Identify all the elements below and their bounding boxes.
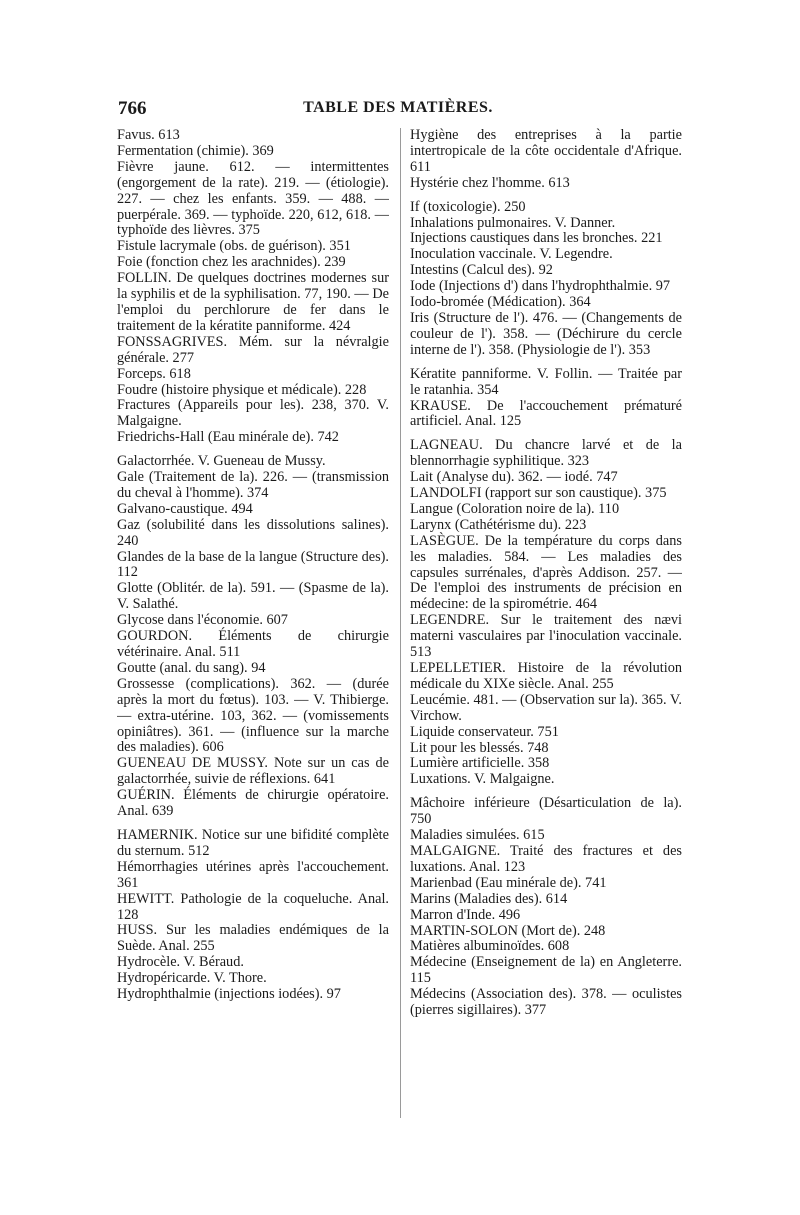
index-entry: Marienbad (Eau minérale de). 741 (410, 874, 607, 891)
page-header (118, 98, 678, 124)
index-entry: KRAUSE. De l'accouchement prématuré artificiel. Anal. 125 (410, 397, 682, 430)
index-entry: Favus. 613 (117, 128, 180, 143)
index-entry: Grossesse (complications). 362. — (durée après la mort du fœtus). 103. — V. Thibierge. — extra-utérine. 103, 362. — (vomissements opiniâtres). 361. — (influence sur la marche des maladies). 606 (117, 675, 389, 756)
index-entry: Foudre (histoire physique et médicale). 228 (117, 381, 367, 398)
index-entry: Galvano-caustique. 494 (117, 500, 253, 517)
index-entry: GOURDON. Éléments de chirurgie vétérinaire. Anal. 511 (117, 628, 389, 660)
index-entry: Galactorrhée. V. Gueneau de Mussy. (117, 453, 326, 470)
index-entry: Hémorrhagies utérines après l'accouchement. 361 (117, 858, 389, 891)
index-entry: Kératite panniforme. V. Follin. — Traitée par le ratanhia. 354 (410, 365, 682, 398)
index-entry: Foie (fonction chez les arachnides). 239 (117, 254, 346, 271)
running-head: TABLE DES MATIÈRES. (303, 99, 493, 116)
index-entry: Inhalations pulmonaires. V. Danner. (410, 214, 616, 231)
index-entry: Hydrophthalmie (injections iodées). 97 (117, 986, 341, 1003)
index-entry: Gale (Traitement de la). 226. — (transmission du cheval à l'homme). 374 (117, 469, 389, 501)
index-entry: Forceps. 618 (117, 365, 191, 382)
index-entry: Médecins (Association des). 378. — oculistes (pierres sigillaires). 377 (410, 986, 682, 1019)
index-entry: FOLLIN. De quelques doctrines modernes sur la syphilis et de la syphilisation. 77, 190. — De l'emploi du perchlorure de fer dans le traitement de la kératite panniforme. 424 (117, 270, 389, 334)
index-entry: Hydropéricarde. V. Thore. (117, 970, 267, 987)
index-entry: Fistule lacrymale (obs. de guérison). 351 (117, 238, 351, 255)
index-entry: Fractures (Appareils pour les). 238, 370. V. Malgaigne. (117, 397, 389, 430)
index-entry: If (toxicologie). 250 (410, 198, 526, 215)
index-entry: Marins (Maladies des). 614 (410, 890, 568, 907)
index-entry: HUSS. Sur les maladies endémiques de la Suède. Anal. 255 (117, 922, 389, 955)
index-entry: FONSSAGRIVES. Mém. sur la névralgie générale. 277 (117, 333, 389, 366)
index-entry: MARTIN-SOLON (Mort de). 248 (410, 922, 606, 939)
index-entry: LANDOLFI (rapport sur son caustique). 375 (410, 485, 667, 502)
index-entry: Hygiène des entreprises à la partie intertropicale de la côte occidentale d'Afrique. 611 (410, 128, 682, 175)
index-entry: Injections caustiques dans les bronches. 221 (410, 230, 663, 247)
index-entry: Liquide conservateur. 751 (410, 723, 559, 740)
index-entry: Iodo-bromée (Médication). 364 (410, 294, 591, 311)
index-entry: Gaz (solubilité dans les dissolutions salines). 240 (117, 516, 389, 549)
index-entry: LASÈGUE. De la température du corps dans les maladies. 584. — Les maladies des capsules surrénales, d'après Addison. 257. — De l'emploi des instruments de précision en médecine: de la spirométrie. 464 (410, 532, 682, 613)
index-entry: Inoculation vaccinale. V. Legendre. (410, 246, 613, 263)
index-entry: Intestins (Calcul des). 92 (410, 262, 553, 279)
index-entry: LEPELLETIER. Histoire de la révolution médicale du XIXe siècle. Anal. 255 (410, 660, 682, 692)
index-entry: Iode (Injections d') dans l'hydrophthalmie. 97 (410, 278, 671, 295)
index-entry: Hystérie chez l'homme. 613 (410, 174, 570, 191)
index-entry: Lumière artificielle. 358 (410, 755, 550, 772)
index-entry: Médecine (Enseignement de la) en Angleterre. 115 (410, 954, 682, 987)
index-entry: Hydrocèle. V. Béraud. (117, 954, 244, 971)
index-entry: Fermentation (chimie). 369 (117, 142, 274, 159)
index-column-right (410, 128, 682, 1138)
index-entry: Lit pour les blessés. 748 (410, 739, 549, 756)
index-entry: Matières albuminoïdes. 608 (410, 938, 570, 955)
index-entry: Langue (Coloration noire de la). 110 (410, 500, 620, 517)
index-entry: Larynx (Cathétérisme du). 223 (410, 516, 587, 533)
index-entry: MALGAIGNE. Traité des fractures et des luxations. Anal. 123 (410, 842, 682, 875)
index-entry: Fièvre jaune. 612. — intermittentes (engorgement de la rate). 219. — (étiologie). 227. — chez les enfants. 359. — 488. — puerpérale. 369. — typhoïde. 220, 612, 618. — typhoïde des lièvres. 375 (117, 158, 389, 239)
index-entry: LEGENDRE. Sur le traitement des nævi materni vasculaires par l'inoculation vaccinale. 513 (410, 612, 682, 661)
index-entry: GUENEAU DE MUSSY. Note sur un cas de galactorrhée, suivie de réflexions. 641 (117, 755, 389, 788)
index-entry: Luxations. V. Malgaigne. (410, 771, 555, 788)
index-entry: Maladies simulées. 615 (410, 827, 545, 844)
index-entry: Mâchoire inférieure (Désarticulation de la). 750 (410, 795, 682, 828)
index-entry: Goutte (anal. du sang). 94 (117, 659, 266, 676)
page-number: 766 (118, 98, 147, 119)
index-entry: GUÉRIN. Éléments de chirurgie opératoire. Anal. 639 (117, 787, 389, 820)
index-entry: Glotte (Oblitér. de la). 591. — (Spasme de la). V. Salathé. (117, 580, 389, 613)
index-entry: LAGNEAU. Du chancre larvé et de la blennorrhagie syphilitique. 323 (410, 437, 682, 470)
column-divider (400, 128, 401, 1118)
index-entry: Iris (Structure de l'). 476. — (Changements de couleur de l'). 358. — (Déchirure du cercle interne de l'). 358. (Physiologie de l'). 353 (410, 309, 682, 358)
index-entry: Leucémie. 481. — (Observation sur la). 365. V. Virchow. (410, 691, 682, 724)
index-entry: HEWITT. Pathologie de la coqueluche. Anal. 128 (117, 890, 389, 923)
index-entry: Glandes de la base de la langue (Structure des). 112 (117, 548, 389, 581)
index-entry: HAMERNIK. Notice sur une bifidité complète du sternum. 512 (117, 826, 389, 859)
index-entry: Glycose dans l'économie. 607 (117, 612, 288, 629)
index-entry: Lait (Analyse du). 362. — iodé. 747 (410, 469, 618, 486)
index-entry: Friedrichs-Hall (Eau minérale de). 742 (117, 429, 339, 446)
index-column-left (117, 128, 389, 1138)
index-entry: Marron d'Inde. 496 (410, 906, 521, 923)
